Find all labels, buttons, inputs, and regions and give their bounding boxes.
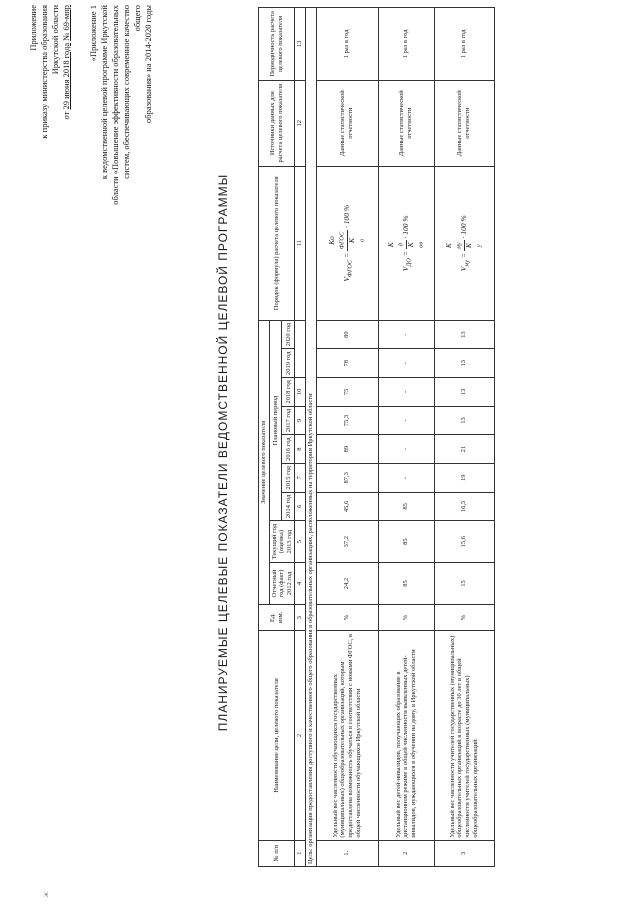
- col-number: 8: [295, 435, 306, 464]
- row-source: Данные статистической отчетности: [434, 80, 494, 166]
- row-formula: $V_{ФГОС}$ = Ко $_{ФГОС}$ К $_о$ · 100 %: [316, 166, 378, 320]
- annex-line2: к ведомственной целевой программе Иркутской: [99, 5, 109, 180]
- header-period: Периодичность расчета целевого показателя: [259, 8, 295, 81]
- row-unit: %: [316, 604, 378, 630]
- row-2014: 45,6: [316, 492, 378, 521]
- col-number: 10: [295, 378, 306, 407]
- header-2020: 2020 год: [282, 320, 295, 349]
- row-2016: 21: [434, 435, 494, 464]
- row-2020: -: [378, 320, 434, 349]
- approval-number: № 69-мпр: [61, 5, 71, 41]
- row-period: 1 раз в год: [316, 8, 378, 81]
- row-2014: 85: [378, 492, 434, 521]
- header-name: Наименование цели, целевого показателя: [259, 631, 295, 840]
- column-number-row: [295, 8, 306, 867]
- approval-line3: Иркутской области: [50, 5, 60, 75]
- row-formula: $V_{ДО}$ = К $_д$ К $_{ов}$ · 100 %: [378, 166, 434, 320]
- col-number: 6: [295, 492, 306, 521]
- row-formula: $V_{му}$ = К $_{му}$ К $_у$ · 100 %: [434, 166, 494, 320]
- row-2019: 13: [434, 349, 494, 378]
- row-2015: -: [378, 463, 434, 492]
- header-formula: Порядок (формула) расчета целевого показателя: [259, 166, 295, 320]
- header-current: Текущий год (оценка) 2013 год: [269, 521, 295, 563]
- row-unit: %: [378, 604, 434, 630]
- approval-line1: Приложение: [28, 5, 38, 51]
- row-unit: %: [434, 604, 494, 630]
- header-source: Источники данных для расчета целевого показателя: [259, 80, 295, 166]
- row-2017: 75,3: [316, 406, 378, 435]
- annex-line3: области «Повышение эффективности образовательных: [110, 5, 120, 205]
- col-number: 3: [295, 604, 306, 630]
- row-name: Удельный вес численности обучающихся государственных (муниципальных) общеобразовательных организаций, которым предоставлена возможность обучаться в соответствии с новыми ФГОС, в общей численности обучающихся Иркутской области: [316, 631, 378, 840]
- row-num: 2: [378, 840, 434, 866]
- row-source: Данные статистической отчетности: [378, 80, 434, 166]
- annex-line4: систем, обеспечивающих современное качество общего: [121, 5, 142, 179]
- row-2018: 13: [434, 378, 494, 407]
- header-num: № п/п: [259, 840, 295, 866]
- row-2020: 80: [316, 320, 378, 349]
- col-number: [295, 320, 306, 377]
- col-number: 12: [295, 80, 306, 166]
- col-number: 9: [295, 406, 306, 435]
- row-2018: -: [378, 378, 434, 407]
- row-num: 3: [434, 840, 494, 866]
- row-2019: -: [378, 349, 434, 378]
- row-name: Удельный вес детей-инвалидов, получающих образование в дистанционном режиме в общей численности выявленных детей-инвалидов, нуждающихся в обучении на дому, в Иркутской области: [378, 631, 434, 840]
- row-2020: 13: [434, 320, 494, 349]
- row-current: 37,2: [316, 521, 378, 563]
- row-period: 1 раз в год: [378, 8, 434, 81]
- col-number: 1: [295, 840, 306, 866]
- col-number: 5: [295, 521, 306, 563]
- annex-line5: образования» на 2014-2020 годы: [143, 5, 153, 123]
- goal-row: Цель: организация предоставления доступного и качественного общего образования в образовательных организациях, расположенных на территории Иркутской области: [305, 8, 316, 867]
- header-2017: 2017 год: [282, 406, 295, 435]
- row-2016: 89: [316, 435, 378, 464]
- annex-line1: «Приложение 1: [88, 5, 98, 62]
- row-2019: 78: [316, 349, 378, 378]
- row-2018: 75: [316, 378, 378, 407]
- row-current: 15,6: [434, 521, 494, 563]
- col-number: 7: [295, 463, 306, 492]
- approval-line2: к приказу министерства образования: [39, 5, 49, 139]
- header-unit: Ед. изм.: [259, 604, 295, 630]
- approval-block: [28, 5, 72, 145]
- col-number: 11: [295, 166, 306, 320]
- row-name: Удельный вес численности учителей государственных (муниципальных) общеобразовательных организаций в возрасте до 30 лет в общей численности учителей государственных (муниципальных) общеобразовательных организаций: [434, 631, 494, 840]
- row-2014: 16,5: [434, 492, 494, 521]
- header-2014: 2014 год: [282, 492, 295, 521]
- table-row: [378, 8, 434, 867]
- row-2016: -: [378, 435, 434, 464]
- row-num: 1.: [316, 840, 378, 866]
- header-2018: 2018 год: [282, 378, 295, 407]
- col-number: 4: [295, 563, 306, 605]
- approval-date: от 29 июня 2018 года № 69-мпр: [61, 5, 71, 120]
- col-number: 2: [295, 631, 306, 840]
- row-2017: -: [378, 406, 434, 435]
- targets-table: [258, 7, 495, 867]
- page-title: ПЛАНИРУЕМЫЕ ЦЕЛЕВЫЕ ПОКАЗАТЕЛИ ВЕДОМСТВЕННОЙ ЦЕЛЕВОЙ ПРОГРАММЫ: [216, 173, 230, 732]
- row-2017: 13: [434, 406, 494, 435]
- table-row: [316, 8, 378, 867]
- col-number: 13: [295, 8, 306, 81]
- header-2015: 2015 год: [282, 463, 295, 492]
- header-2016: 2016 год: [282, 435, 295, 464]
- approval-date-value: 29 июня 2018 года: [61, 42, 71, 110]
- annex-block: [88, 5, 154, 205]
- row-current: 85: [378, 521, 434, 563]
- row-reporting: 85: [378, 563, 434, 605]
- corner-mark: ж: [42, 892, 50, 897]
- header-value-group: Значение целевого показателя: [259, 320, 270, 604]
- row-source: Данные статистической отчетности: [316, 80, 378, 166]
- row-reporting: 24,2: [316, 563, 378, 605]
- header-planned: Плановый период: [269, 320, 282, 520]
- header-reporting: Отчетный год (факт) 2012 год: [269, 563, 295, 605]
- row-reporting: 15: [434, 563, 494, 605]
- row-2015: 19: [434, 463, 494, 492]
- table-row: [434, 8, 494, 867]
- row-period: 1 раз в год: [434, 8, 494, 81]
- row-2015: 87,3: [316, 463, 378, 492]
- header-2019: 2019 год: [282, 349, 295, 378]
